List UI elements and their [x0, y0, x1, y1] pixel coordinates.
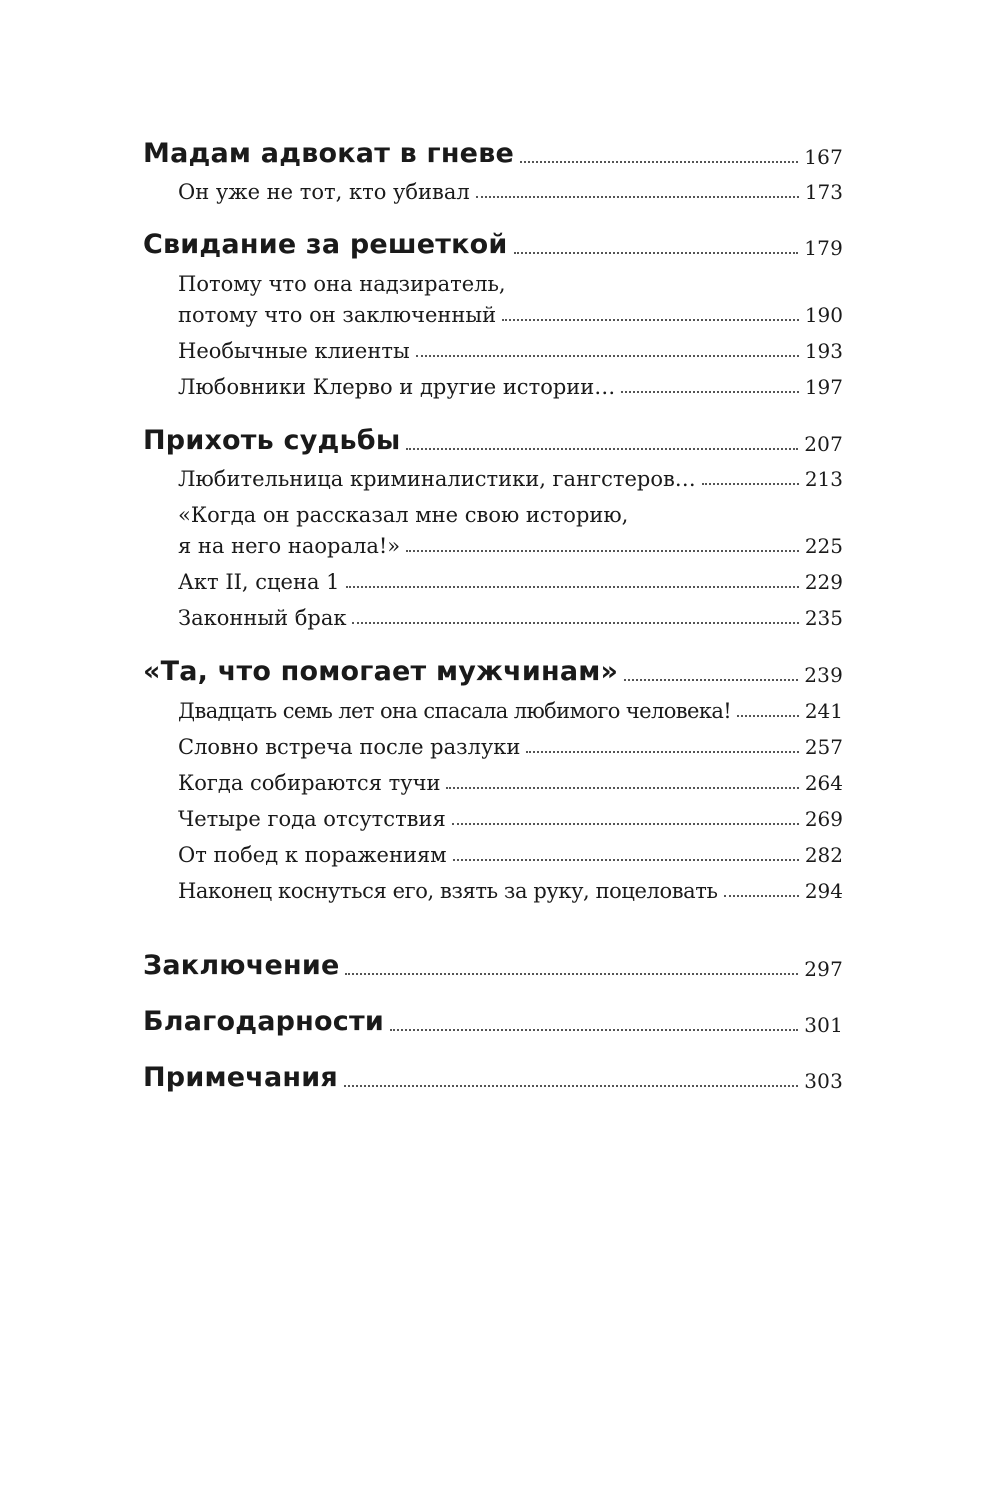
toc-section[interactable] [143, 771, 843, 795]
dot-leader [476, 196, 799, 198]
dot-leader [352, 622, 798, 624]
dot-leader [452, 823, 799, 825]
toc-page-number: 297 [804, 957, 843, 981]
toc-page-number: 239 [804, 663, 843, 687]
toc-entry-title: я на него наорала!» [178, 534, 401, 558]
toc-section[interactable] [143, 843, 843, 867]
toc-chapter-madam-advokat[interactable] [143, 138, 843, 169]
toc-entry-title: От побед к поражениям [178, 843, 447, 867]
toc-entry-title-line1: «Когда он рассказал мне свою историю, [178, 503, 629, 527]
toc-page-number: 235 [804, 606, 843, 630]
toc-entry-title: Четыре года отсутствия [178, 807, 446, 831]
toc-page-number: 167 [804, 145, 843, 169]
toc-entry-title-line1: Потому что она надзиратель, [178, 272, 506, 296]
toc-entry-title: Мадам адвокат в гневе [143, 138, 514, 169]
toc-section[interactable] [143, 606, 843, 630]
toc-chapter-svidanie[interactable] [143, 229, 843, 260]
toc-page-number: 207 [804, 432, 843, 456]
toc-page-number: 173 [804, 180, 843, 204]
dot-leader [526, 751, 798, 753]
dot-leader [416, 355, 799, 357]
toc-entry-title: Любовники Клерво и другие истории… [178, 375, 616, 399]
dot-leader [624, 679, 798, 681]
dot-leader [520, 161, 798, 163]
dot-leader [346, 586, 799, 588]
dot-leader [502, 319, 799, 321]
toc-entry-title: Заключение [143, 950, 340, 981]
toc-page-number: 303 [804, 1069, 843, 1093]
dot-leader [344, 1085, 798, 1087]
toc-entry-title: Свидание за решеткой [143, 229, 508, 260]
toc-page-number: 269 [804, 807, 843, 831]
toc-page-number: 282 [804, 843, 843, 867]
toc-entry-title: Двадцать семь лет она спасала любимого человека! [178, 699, 732, 723]
toc-chapter-blagodarnosti[interactable] [143, 1006, 843, 1037]
toc-section[interactable] [143, 879, 843, 903]
dot-leader [702, 483, 799, 485]
toc-entry-title: Благодарности [143, 1006, 384, 1037]
dot-leader [406, 550, 799, 552]
toc-chapter-ta-chto-pomogaet[interactable] [143, 656, 843, 687]
toc-section[interactable] [143, 467, 843, 491]
toc-entry-title: «Та, что помогает мужчинам» [143, 656, 619, 687]
toc-page-number: 264 [804, 771, 843, 795]
toc-section[interactable] [143, 180, 843, 204]
toc-section[interactable] [143, 375, 843, 399]
toc-page-number: 213 [804, 467, 843, 491]
toc-page-number: 229 [804, 570, 843, 594]
toc-page-number: 241 [804, 699, 843, 723]
toc-entry-title: Примечания [143, 1062, 338, 1093]
toc-page-number: 301 [804, 1013, 843, 1037]
dot-leader [514, 252, 799, 254]
toc-section[interactable] [143, 570, 843, 594]
toc-chapter-prikhot[interactable] [143, 425, 843, 456]
toc-section[interactable] [143, 303, 843, 327]
dot-leader [621, 391, 799, 393]
toc-entry-title: Он уже не тот, кто убивал [178, 180, 470, 204]
dot-leader [390, 1029, 798, 1031]
toc-chapter-zaklyuchenie[interactable] [143, 950, 843, 981]
toc-entry-title: Наконец коснуться его, взять за руку, поцеловать [178, 879, 718, 903]
toc-entry-title: Акт II, сцена 1 [178, 570, 340, 594]
toc-page-number: 257 [804, 735, 843, 759]
toc-section[interactable] [143, 339, 843, 363]
toc-entry-title: Когда собираются тучи [178, 771, 441, 795]
dot-leader [345, 973, 798, 975]
toc-entry-title: потому что он заключенный [178, 303, 497, 327]
toc-entry-title: Прихоть судьбы [143, 425, 401, 456]
toc-section[interactable] [143, 699, 843, 723]
dot-leader [724, 895, 799, 897]
dot-leader [737, 715, 799, 717]
toc-page-number: 197 [804, 375, 843, 399]
toc-section[interactable] [143, 807, 843, 831]
toc-entry-title: Любительница криминалистики, гангстеров… [178, 467, 696, 491]
toc-page-number: 193 [804, 339, 843, 363]
toc-page-number: 294 [804, 879, 843, 903]
dot-leader [453, 859, 799, 861]
toc-entry-title: Необычные клиенты [178, 339, 410, 363]
toc-chapter-primechaniya[interactable] [143, 1062, 843, 1093]
toc-entry-title: Законный брак [178, 606, 347, 630]
toc-page-number: 190 [804, 303, 843, 327]
dot-leader [406, 448, 798, 450]
toc-page-number: 225 [804, 534, 843, 558]
toc-section[interactable] [143, 735, 843, 759]
toc-section[interactable] [143, 534, 843, 558]
toc-entry-title: Словно встреча после разлуки [178, 735, 521, 759]
dot-leader [446, 787, 798, 789]
toc-page-number: 179 [804, 236, 843, 260]
